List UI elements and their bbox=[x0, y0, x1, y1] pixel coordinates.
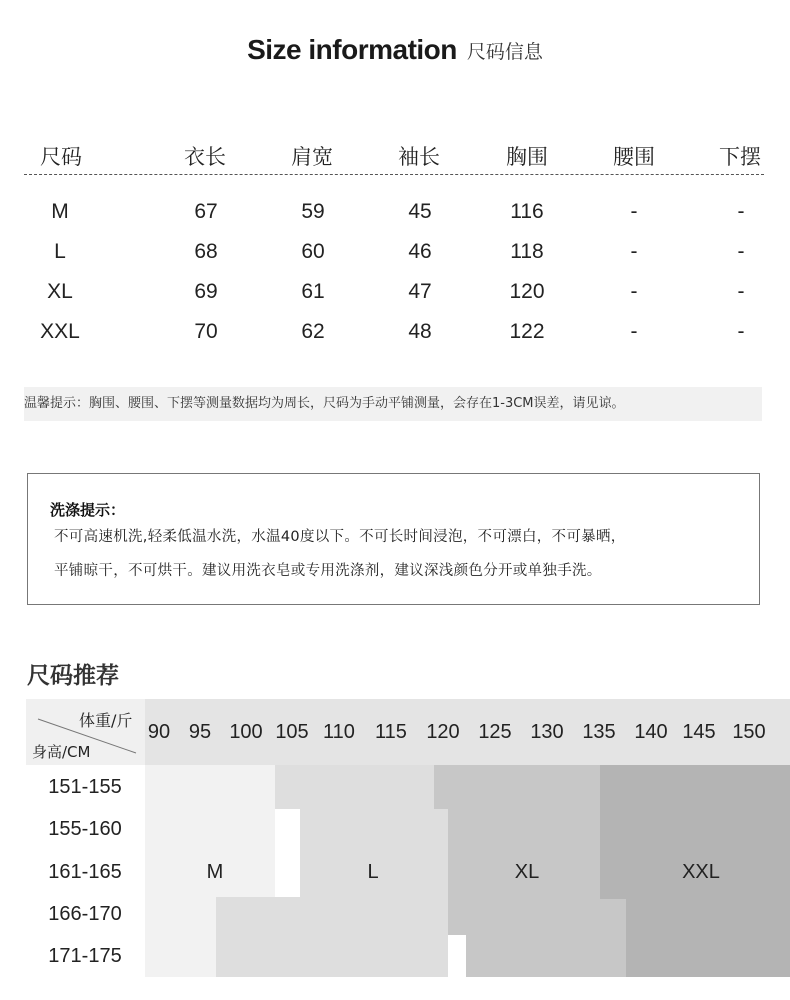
height-label: 155-160 bbox=[48, 818, 122, 840]
weight-label: 130 bbox=[530, 721, 564, 743]
zone-xl-shade bbox=[448, 809, 600, 899]
size-cell: - bbox=[630, 280, 638, 303]
weight-label: 145 bbox=[682, 721, 716, 743]
size-cell: L bbox=[54, 240, 66, 263]
zone-label-xl: XL bbox=[514, 861, 540, 883]
weight-label: 140 bbox=[634, 721, 668, 743]
header-waist: 腰围 bbox=[613, 145, 655, 169]
zone-xl-shade bbox=[448, 899, 626, 935]
header-shoulder: 肩宽 bbox=[291, 145, 333, 169]
size-cell: - bbox=[737, 320, 745, 343]
size-cell: - bbox=[630, 200, 638, 223]
size-cell: 62 bbox=[301, 320, 325, 343]
zone-label-xxl: XXL bbox=[682, 861, 720, 883]
weight-label: 115 bbox=[375, 721, 407, 743]
size-cell: 70 bbox=[194, 320, 218, 343]
zone-l-shade bbox=[216, 897, 300, 977]
weight-label: 135 bbox=[582, 721, 616, 743]
zone-label-l: L bbox=[367, 861, 379, 883]
size-cell: - bbox=[630, 320, 638, 343]
size-cell: 69 bbox=[194, 280, 218, 303]
size-cell: 48 bbox=[408, 320, 432, 343]
zone-xl-shade bbox=[466, 935, 626, 977]
zone-xxl-shade bbox=[626, 899, 790, 977]
size-cell: - bbox=[737, 200, 745, 223]
title-english: Size information bbox=[247, 34, 457, 65]
size-cell: - bbox=[737, 240, 745, 263]
size-cell: 68 bbox=[194, 240, 218, 263]
weight-label: 125 bbox=[478, 721, 512, 743]
size-cell: - bbox=[737, 280, 745, 303]
wash-line-1: 不可高速机洗,轻柔低温水洗，水温40度以下。不可长时间浸泡，不可漂白，不可暴晒， bbox=[54, 529, 626, 545]
table-divider bbox=[24, 174, 764, 175]
weight-label: 120 bbox=[426, 721, 460, 743]
weight-label: 105 bbox=[275, 721, 309, 743]
page-title bbox=[0, 34, 790, 66]
height-label: 161-165 bbox=[48, 861, 122, 883]
header-size: 尺码 bbox=[40, 145, 82, 169]
wash-line-2: 平铺晾干，不可烘干。建议用洗衣皂或专用洗涤剂，建议深浅颜色分开或单独手洗。 bbox=[54, 563, 602, 579]
size-cell: 59 bbox=[301, 200, 325, 223]
size-cell: XL bbox=[47, 280, 73, 303]
weight-label: 95 bbox=[188, 721, 212, 743]
header-chest: 胸围 bbox=[506, 145, 548, 169]
size-cell: 118 bbox=[510, 240, 544, 263]
size-cell: XXL bbox=[40, 320, 80, 343]
size-cell: 47 bbox=[408, 280, 432, 303]
height-label: 166-170 bbox=[48, 903, 122, 925]
weight-label: 100 bbox=[229, 721, 263, 743]
corner-height-label: 身高/CM bbox=[32, 743, 91, 761]
header-length: 衣长 bbox=[184, 145, 226, 169]
zone-xl-shade bbox=[434, 765, 600, 809]
size-cell: 120 bbox=[509, 280, 545, 303]
height-label: 151-155 bbox=[48, 776, 122, 798]
header-sleeve: 袖长 bbox=[398, 145, 440, 169]
size-cell: - bbox=[630, 240, 638, 263]
zone-l-shade bbox=[300, 809, 448, 977]
weight-label: 90 bbox=[147, 721, 171, 743]
measurement-notice: 温馨提示：胸围、腰围、下摆等测量数据均为周长，尺码为手动平铺测量，会存在1-3CM误差，请见谅。 bbox=[24, 387, 762, 421]
size-cell: M bbox=[51, 200, 69, 223]
recommend-title: 尺码推荐 bbox=[27, 663, 119, 689]
corner-weight-label: 体重/斤 bbox=[79, 711, 133, 730]
weight-label: 150 bbox=[732, 721, 766, 743]
size-cell: 46 bbox=[408, 240, 432, 263]
height-label: 171-175 bbox=[48, 945, 122, 967]
zone-label-m: M bbox=[206, 861, 224, 883]
size-cell: 45 bbox=[408, 200, 432, 223]
size-cell: 60 bbox=[301, 240, 325, 263]
size-cell: 116 bbox=[510, 200, 544, 223]
zone-l-shade bbox=[275, 765, 434, 809]
wash-title: 洗涤提示： bbox=[50, 501, 126, 519]
size-cell: 67 bbox=[194, 200, 218, 223]
size-cell: 122 bbox=[509, 320, 545, 343]
weight-label: 110 bbox=[323, 721, 355, 743]
size-cell: 61 bbox=[301, 280, 325, 303]
header-hem: 下摆 bbox=[719, 145, 761, 169]
title-chinese: 尺码信息 bbox=[466, 40, 543, 63]
